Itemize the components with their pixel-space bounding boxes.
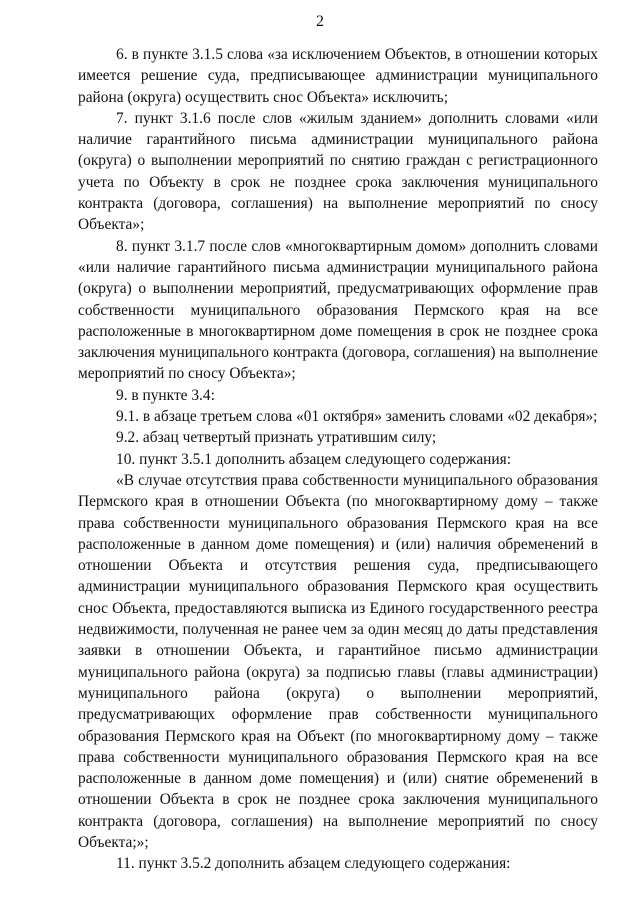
paragraph-item-10: 10. пункт 3.5.1 дополнить абзацем следующего содержания: — [116, 450, 512, 468]
paragraph-item-9: 9. в пункте 3.4: — [116, 386, 215, 404]
paragraph-item-9-2: 9.2. абзац четвертый признать утратившим силу; — [116, 429, 437, 447]
paragraph-item-8: 8. пункт 3.1.7 после слов «многоквартирным домом» дополнить словами «или наличие гарантийного письма администрации муниципального района (округа) о выполнении мероприятий, предусматривающих оформление прав собственности муниципального образования Пермского края на все расположенные в многоквартирном доме помещения в срок не позднее срока заключения муниципального контракта (договора, соглашения) на выполнение мероприятий по сносу Объекта»; — [78, 237, 598, 383]
paragraph-item-7: 7. пункт 3.1.6 после слов «жилым зданием» дополнить словами «или наличие гарантийного письма администрации муниципального района (округа) о выполнении мероприятий по снятию граждан с регистрационного учета по Объекту в срок не позднее срока заключения муниципального контракта (договора, соглашения) на выполнение мероприятий по сносу Объекта»; — [78, 109, 598, 234]
paragraph-item-6: 6. в пункте 3.1.5 слова «за исключением Объектов, в отношении которых имеется решение суда, предписывающее администрации муниципального района (округа) осуществить снос Объекта» исключить; — [78, 46, 598, 106]
paragraph-item-9-1: 9.1. в абзаце третьем слова «01 октября» заменить словами «02 декабря»; — [116, 408, 598, 426]
paragraph-item-11: 11. пункт 3.5.2 дополнить абзацем следующего содержания: — [116, 855, 511, 873]
document-body — [78, 44, 598, 875]
page-number: 2 — [316, 13, 324, 30]
paragraph-item-10-text: «В случае отсутствия права собственности муниципального образования Пермского края в отношении Объекта (по многоквартирному дому – также права собственности муниципального образования Пермского края на все расположенные в данном доме помещения) и (или) наличия обременений в отношении Объекта и отсутствия решения суда, предписывающего администрации муниципального образования Пермского края осуществить снос Объекта, предоставляются выписка из Единого государственного реестра недвижимости, полученная не ранее чем за один месяц до даты представления заявки в отношении Объекта, и гарантийное письмо администрации муниципального района (округа) за подписью главы (главы администрации) муниципального района (округа) о выполнении мероприятий, предусматривающих оформление прав собственности муниципального образования Пермского края на Объект (по многоквартирному дому – также права собственности муниципального образования Пермского края на все расположенные в данном доме помещения) и (или) снятие обременений в отношении Объекта в срок не позднее срока заключения муниципального контракта (договора, соглашения) на выполнение мероприятий по сносу Объекта;»; — [78, 471, 598, 851]
